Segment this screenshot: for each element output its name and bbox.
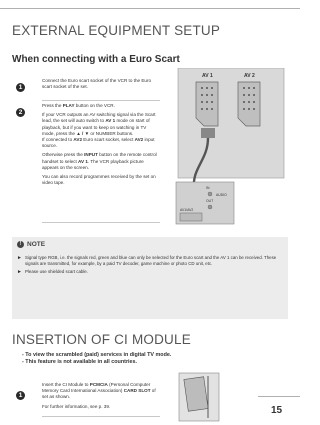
ci-card [184,377,208,411]
step-1-badge: 1 [16,83,25,92]
scart-plug [201,128,215,138]
av2-label: AV 2 [244,73,255,79]
vcr-in-label: IN [206,186,210,190]
vcr-audio-label: AUDIO [216,193,227,197]
top-rule [0,8,300,9]
page-number: 15 [271,405,283,416]
note-icon: ! [17,241,24,248]
arrow-icon: ► [17,255,22,261]
step-1-text: Connect the Euro scart socket of the VCR to the Euro scart socket of the set. [42,78,152,90]
tv-back-panel [178,68,284,178]
step-separator [42,416,160,417]
step-2-badge: 2 [16,108,25,117]
step-separator [42,222,160,223]
step-2-text: Press the PLAY button on the VCR. If your VCR outputs an AV switching signal via the Scart lead, the set will auto switch to AV 1 mode on start of playback, but if you want to keep on watching in TV mode, press the ▲ / ▼ or NUMBER buttons. If connected to AV2 Euro scart socket, select AV2 input source. Otherwise press the INPUT button on the remote control handset to select AV 1. The VCR playback picture appears on the screen. You can also record programmes received by the set on video tape. [42,103,157,186]
note-heading: NOTE [27,241,46,248]
page-number-rule [258,396,300,397]
step-separator [42,100,160,101]
vcr-scart-socket [180,213,202,221]
vcr-scart-label: AV1/AV2 [180,208,194,212]
ci-notices: - To view the scrambled (paid) services in digital TV mode. - This feature is not available in all countries. [22,352,172,365]
scart-connection-diagram [172,68,290,226]
ci-module-illustration [178,372,220,422]
arrow-icon: ► [17,269,22,276]
note-box [12,237,288,319]
note-item: ► Signal type RGB, i.e. the signals red, green and blue can only be selected for the Euro scart and the AV 1 can be received. These signals are transmitted, for example, by a paid TV decoder, game machine or photo CD unit, etc. [17,255,277,267]
note-list [17,255,283,278]
ci-step-text: Insert the CI Module to PCMCIA (Personal Computer Memory Card International Association) CARD SLOT of set as shown. For further information, see p. 39. [42,382,156,409]
section-subtitle: When connecting with a Euro Scart [12,54,180,65]
note-item: ► Please use shielded scart cable. [17,269,88,276]
page-title: EXTERNAL EQUIPMENT SETUP [12,23,221,38]
ci-step-1-badge: 1 [16,391,25,400]
ci-section-title: INSERTION OF CI MODULE [12,332,191,347]
av1-label: AV 1 [202,73,213,79]
vcr-out-label: OUT [206,199,214,203]
